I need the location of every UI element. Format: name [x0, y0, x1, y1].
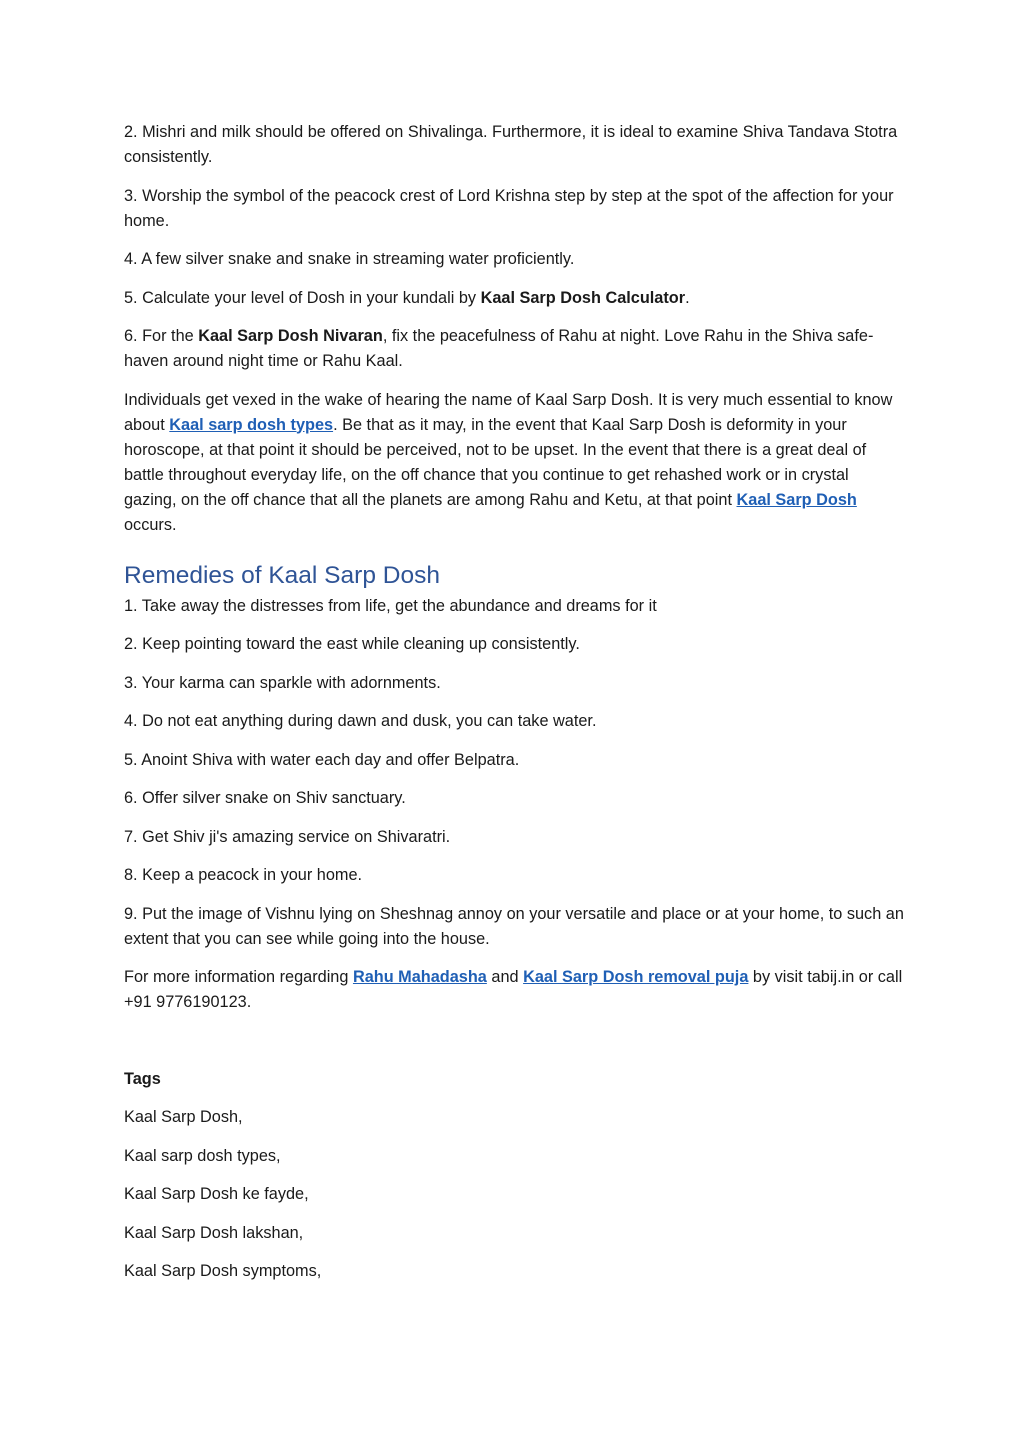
nivaran-bold-text: Kaal Sarp Dosh Nivaran: [198, 327, 383, 345]
paragraph-text-1: Individuals get vexed in the wake of hearing the name of Kaal Sarp Dosh. It is very much essential to know about: [124, 390, 893, 434]
list-item-6-end: , fix the peacefulness of Rahu at night. Love Rahu in the Shiva safe-haven around night time or Rahu Kaal.: [124, 327, 874, 370]
tag-item: Kaal Sarp Dosh lakshan,: [124, 1223, 304, 1242]
document-page: [124, 120, 904, 1298]
paragraph-text-2: . Be that as it may, in the event that Kaal Sarp Dosh is deformity in your horoscope, at that point it should be perceived, not to be upset. In the event that there is a great deal of battle throughout everyday life, on the off chance that you continue to get rehashed work or in crystal gazing, on the off chance that all the planets are among Rahu and Ketu, at that point: [124, 415, 867, 509]
remedies-heading: Remedies of Kaal Sarp Dosh: [124, 561, 440, 589]
kaal-sarp-dosh-types-link[interactable]: Kaal sarp dosh types: [169, 415, 334, 434]
contact-text-mid: and: [486, 968, 524, 986]
list-item-5-end: .: [685, 288, 690, 307]
remedy-item: 6. Offer silver snake on Shiv sanctuary.: [124, 789, 406, 807]
remedy-item: 5. Anoint Shiva with water each day and offer Belpatra.: [124, 750, 520, 769]
list-item-5: [124, 286, 904, 311]
list-item-6-text: 6. For the: [124, 327, 199, 345]
contact-text-post: by visit tabij.in or call +91 9776190123.: [124, 968, 903, 1011]
list-item-4: 4. A few silver snake and snake in streaming water proficiently.: [124, 250, 575, 268]
tag-item: Kaal Sarp Dosh,: [124, 1108, 243, 1126]
list-item-5-text: 5. Calculate your level of Dosh in your kundali by: [124, 288, 481, 307]
contact-paragraph: [124, 965, 904, 1015]
remedy-item: 3. Your karma can sparkle with adornments.: [124, 673, 441, 692]
tag-item: Kaal Sarp Dosh ke fayde,: [124, 1185, 309, 1203]
body-paragraph: [124, 388, 904, 538]
remedy-item: 9. Put the image of Vishnu lying on Sheshnag annoy on your versatile and place or at your home, to such an extent that you can see while going into the house.: [124, 904, 904, 948]
list-item-6: [124, 324, 904, 374]
removal-puja-link[interactable]: Kaal Sarp Dosh removal puja: [523, 968, 749, 986]
paragraph-text-3: occurs.: [124, 515, 177, 534]
remedy-item: 8. Keep a peacock in your home.: [124, 866, 363, 884]
list-item-2: 2. Mishri and milk should be offered on Shivalinga. Furthermore, it is ideal to examine Shiva Tandava Stotra consistently.: [124, 123, 898, 166]
spacer: [124, 1029, 904, 1067]
rahu-mahadasha-link[interactable]: Rahu Mahadasha: [352, 968, 487, 986]
tag-item: Kaal Sarp Dosh symptoms,: [124, 1262, 322, 1280]
tag-item: Kaal sarp dosh types,: [124, 1146, 281, 1165]
remedy-item: 4. Do not eat anything during dawn and dusk, you can take water.: [124, 712, 597, 730]
remedy-item: 7. Get Shiv ji's amazing service on Shivaratri.: [124, 827, 451, 846]
kaal-sarp-dosh-link[interactable]: Kaal Sarp Dosh: [736, 490, 857, 509]
remedy-item: 2. Keep pointing toward the east while cleaning up consistently.: [124, 635, 580, 653]
remedy-item: 1. Take away the distresses from life, get the abundance and dreams for it: [124, 596, 657, 615]
contact-text-pre: For more information regarding: [124, 968, 353, 986]
calculator-bold-text: Kaal Sarp Dosh Calculator: [480, 288, 686, 307]
list-item-3: 3. Worship the symbol of the peacock crest of Lord Krishna step by step at the spot of the affection for your home.: [124, 186, 894, 230]
tags-heading: Tags: [124, 1069, 161, 1088]
